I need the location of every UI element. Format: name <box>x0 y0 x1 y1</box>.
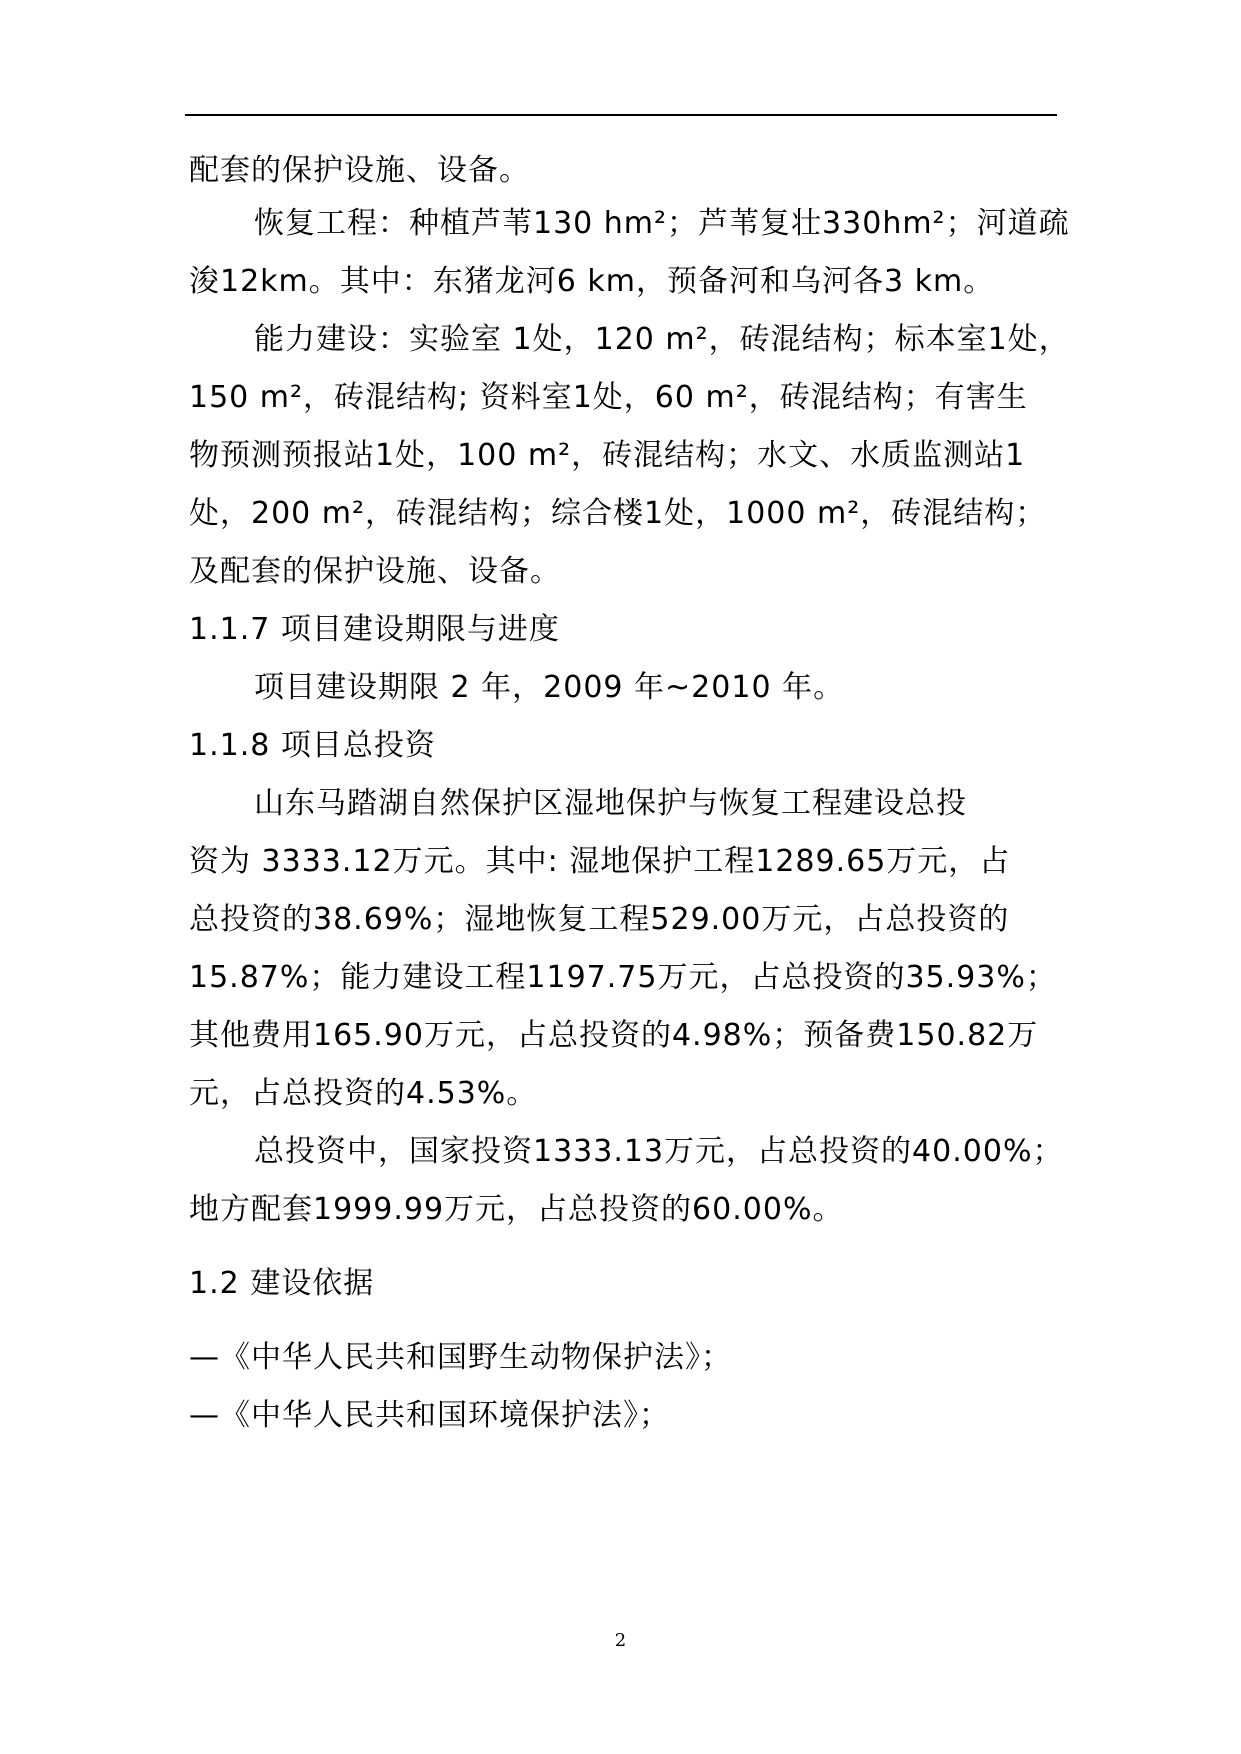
text-line-capacity: 能力建设：实验室 1处，120 m²，砖混结构；标本室1处， <box>254 322 1070 357</box>
text-line: 其他费用165.90万元，占总投资的4.98%；预备费150.82万 <box>189 1018 1039 1053</box>
text-line: 15.87%；能力建设工程1197.75万元，占总投资的35.93%； <box>189 960 1057 995</box>
text-line-restoration: 恢复工程：种植芦苇130 hm²；芦苇复壮330hm²；河道疏 <box>254 206 1070 241</box>
text-line: 地方配套1999.99万元，占总投资的60.00%。 <box>189 1192 844 1227</box>
text-line-continuation: 配套的保护设施、设备。 <box>189 153 530 188</box>
list-item-law: —《中华人民共和国野生动物保护法》； <box>189 1340 732 1375</box>
section-heading-1-1-8: 1.1.8 项目总投资 <box>189 728 436 763</box>
text-line-funding: 总投资中，国家投资1333.13万元，占总投资的40.00%； <box>254 1134 1064 1169</box>
text-line: 浚12km。其中：东猪龙河6 km，预备河和乌河各3 km。 <box>189 264 995 299</box>
text-line-investment: 山东马踏湖自然保护区湿地保护与恢复工程建设总投 <box>254 786 967 821</box>
header-rule <box>185 114 1057 116</box>
text-line: 资为 3333.12万元。其中: 湿地保护工程1289.65万元，占 <box>189 844 1011 879</box>
text-line: 物预测预报站1处，100 m²，砖混结构；水文、水质监测站1 <box>189 438 1026 473</box>
list-item-law: —《中华人民共和国环境保护法》； <box>189 1398 670 1433</box>
text-line: 总投资的38.69%；湿地恢复工程529.00万元，占总投资的 <box>189 902 1010 937</box>
section-heading-1-1-7: 1.1.7 项目建设期限与进度 <box>189 612 560 647</box>
section-heading-1-2: 1.2 建设依据 <box>189 1266 375 1301</box>
page-number: 2 <box>614 1630 627 1651</box>
text-line: 150 m²，砖混结构; 资料室1处，60 m²，砖混结构；有害生 <box>189 380 1028 415</box>
text-line: 处，200 m²，砖混结构；综合楼1处，1000 m²，砖混结构； <box>189 496 1047 531</box>
text-line: 元，占总投资的4.53%。 <box>189 1076 538 1111</box>
text-line: 及配套的保护设施、设备。 <box>189 554 561 589</box>
text-line-period: 项目建设期限 2 年，2009 年~2010 年。 <box>254 670 845 705</box>
